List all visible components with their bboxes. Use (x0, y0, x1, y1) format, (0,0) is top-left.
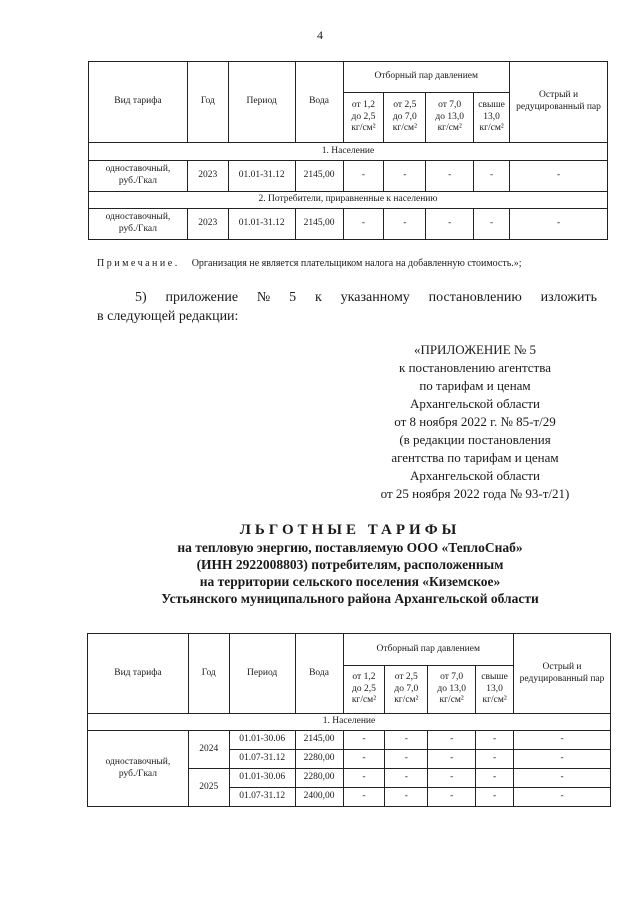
dash-cell: - (343, 161, 384, 192)
tariff-type-cell: одноставочный, руб./Гкал (89, 209, 188, 240)
water-cell: 2145,00 (295, 731, 343, 750)
appendix-header (340, 341, 610, 503)
dash-cell: - (514, 769, 611, 788)
header-year: Год (187, 62, 228, 143)
dash-cell: - (385, 731, 428, 750)
header-water: Вода (295, 62, 343, 143)
header-pressure-3: от 7,0 до 13,0 кг/см² (428, 666, 476, 714)
note-text: Организация не является плательщиком налога на добавленную стоимость.»; (191, 258, 522, 269)
note (97, 258, 522, 269)
dash-cell: - (385, 788, 428, 807)
water-cell: 2145,00 (295, 161, 343, 192)
para-word: к (315, 290, 322, 305)
period-cell: 01.01-30.06 (229, 731, 295, 750)
para-word: 5 (289, 290, 297, 305)
para-line-2: в следующей редакции: (97, 309, 239, 324)
year-cell: 2023 (187, 161, 228, 192)
section-population: 1. Население (88, 714, 611, 731)
dash-cell: - (510, 161, 608, 192)
header-pressure-3: от 7,0 до 13,0 кг/см² (426, 93, 474, 143)
dash-cell: - (476, 769, 514, 788)
header-pressure-2: от 2,5 до 7,0 кг/см² (384, 93, 426, 143)
para-word: № (256, 290, 271, 305)
header-period: Период (228, 62, 295, 143)
appendix-line: от 25 ноября 2022 года № 93-т/21) (380, 486, 570, 501)
dash-cell: - (474, 209, 510, 240)
dash-cell: - (343, 209, 384, 240)
period-cell: 01.07-31.12 (229, 788, 295, 807)
year-cell: 2024 (188, 731, 229, 769)
dash-cell: - (428, 731, 476, 750)
dash-cell: - (476, 788, 514, 807)
header-steam: Отборный пар давлением (343, 62, 510, 93)
water-cell: 2280,00 (295, 769, 343, 788)
header-year: Год (188, 634, 229, 714)
section-equated-consumers: 2. Потребители, приравненные к населению (89, 192, 608, 209)
amendment-paragraph (97, 288, 597, 326)
period-cell: 01.01-31.12 (228, 209, 295, 240)
water-cell: 2145,00 (295, 209, 343, 240)
dash-cell: - (426, 209, 474, 240)
year-cell: 2025 (188, 769, 229, 807)
header-period: Период (229, 634, 295, 714)
dash-cell: - (476, 731, 514, 750)
appendix-line: по тарифам и ценам (419, 378, 531, 393)
header-pressure-2: от 2,5 до 7,0 кг/см² (385, 666, 428, 714)
table-row (89, 209, 608, 240)
dash-cell: - (385, 769, 428, 788)
note-label: Примечание. (97, 258, 180, 269)
page-number: 4 (317, 28, 323, 42)
dash-cell: - (384, 161, 426, 192)
title-line: Устьянского муниципального района Архангельской области (161, 591, 539, 606)
tariff-type-cell: одноставочный, руб./Гкал (88, 731, 189, 807)
appendix-line: агентства по тарифам и ценам (391, 450, 559, 465)
header-sharp-steam: Острый и редуцированный пар (510, 62, 608, 143)
header-pressure-1: от 1,2 до 2,5 кг/см² (343, 93, 384, 143)
para-word: приложение (165, 290, 239, 305)
water-cell: 2400,00 (295, 788, 343, 807)
dash-cell: - (426, 161, 474, 192)
appendix-line: к постановлению агентства (399, 360, 551, 375)
dash-cell: - (514, 731, 611, 750)
dash-cell: - (510, 209, 608, 240)
dash-cell: - (428, 769, 476, 788)
dash-cell: - (343, 769, 385, 788)
header-water: Вода (295, 634, 343, 714)
document-title (80, 522, 620, 607)
period-cell: 01.01-30.06 (229, 769, 295, 788)
header-pressure-4: свыше 13,0 кг/см² (474, 93, 510, 143)
title-line: ЛЬГОТНЫЕ ТАРИФЫ (239, 522, 461, 538)
dash-cell: - (343, 788, 385, 807)
dash-cell: - (514, 750, 611, 769)
header-tariff-type: Вид тарифа (88, 634, 189, 714)
appendix-line: «ПРИЛОЖЕНИЕ № 5 (413, 342, 537, 357)
appendix-line: Архангельской области (410, 468, 540, 483)
dash-cell: - (476, 750, 514, 769)
dash-cell: - (474, 161, 510, 192)
water-cell: 2280,00 (295, 750, 343, 769)
title-line: (ИНН 2922008803) потребителям, расположенным (196, 557, 504, 572)
para-word: постановлению (428, 290, 522, 305)
dash-cell: - (428, 750, 476, 769)
tariff-table-preferential (87, 633, 611, 807)
header-sharp-steam: Острый и редуцированный пар (514, 634, 611, 714)
appendix-line: от 8 ноября 2022 г. № 85-т/29 (394, 414, 556, 429)
appendix-line: (в редакции постановления (399, 432, 551, 447)
title-line: на тепловую энергию, поставляемую ООО «ТеплоСнаб» (177, 540, 523, 555)
section-population: 1. Население (89, 143, 608, 161)
dash-cell: - (428, 788, 476, 807)
header-pressure-4: свыше 13,0 кг/см² (476, 666, 514, 714)
dash-cell: - (385, 750, 428, 769)
dash-cell: - (384, 209, 426, 240)
dash-cell: - (343, 750, 385, 769)
year-cell: 2023 (187, 209, 228, 240)
dash-cell: - (343, 731, 385, 750)
header-steam: Отборный пар давлением (343, 634, 514, 666)
appendix-line: Архангельской области (410, 396, 540, 411)
period-cell: 01.01-31.12 (228, 161, 295, 192)
para-word: 5) (135, 290, 147, 305)
table-row (89, 161, 608, 192)
table-row (88, 731, 611, 750)
title-line: на территории сельского поселения «Киземское» (199, 574, 501, 589)
para-word: изложить (540, 290, 597, 305)
para-word: указанному (340, 290, 410, 305)
header-pressure-1: от 1,2 до 2,5 кг/см² (343, 666, 385, 714)
dash-cell: - (514, 788, 611, 807)
period-cell: 01.07-31.12 (229, 750, 295, 769)
tariff-type-cell: одноставочный, руб./Гкал (89, 161, 188, 192)
header-tariff-type: Вид тарифа (89, 62, 188, 143)
tariff-table-current (88, 61, 608, 240)
